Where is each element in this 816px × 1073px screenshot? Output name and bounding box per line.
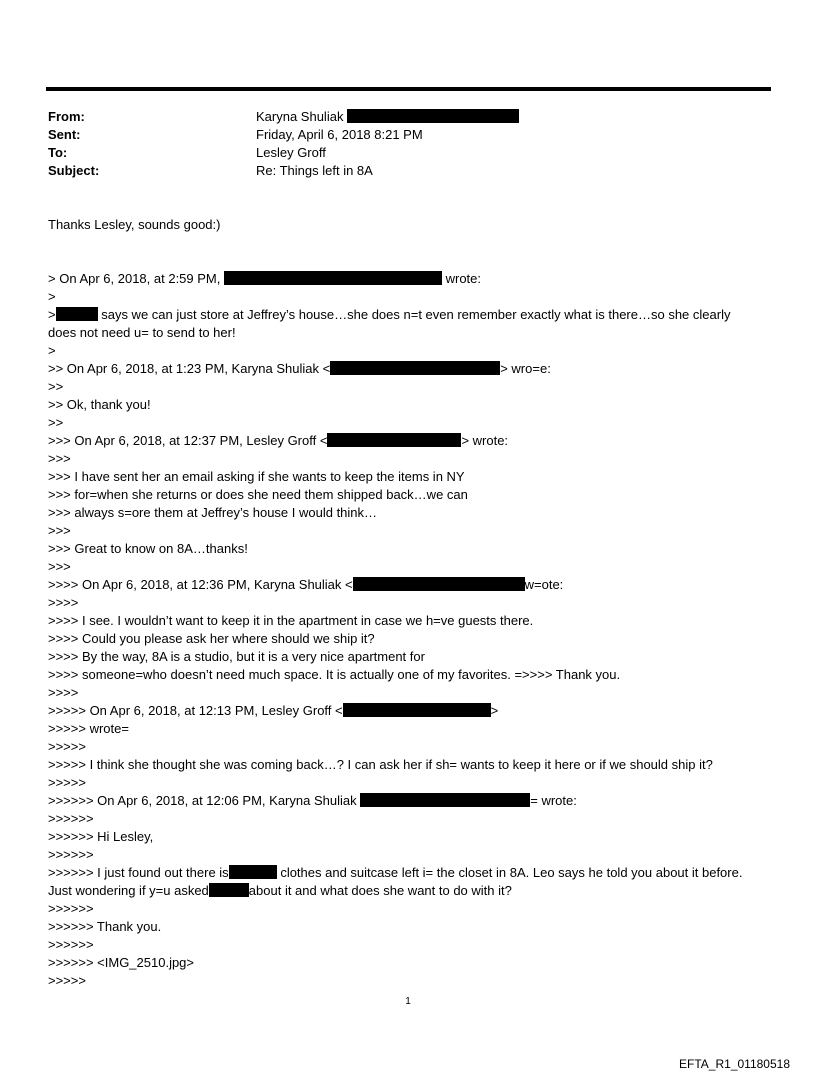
thread-line: >>> for=when she returns or does she need them shipped back…we can bbox=[48, 487, 468, 502]
thread-line: >>> bbox=[48, 451, 71, 466]
thread-line: >>> I have sent her an email asking if she wants to keep the items in NY bbox=[48, 469, 465, 484]
thread-line: >>>>>> Thank you. bbox=[48, 919, 162, 934]
redaction bbox=[347, 109, 519, 123]
thread-line: >>>>> bbox=[48, 739, 86, 754]
to-label: To: bbox=[48, 145, 68, 160]
thread-line: > says we can just store at Jeffrey’s house…she does n=t even remember exactly what is there…so she clearly bbox=[48, 307, 731, 322]
redaction bbox=[343, 703, 491, 717]
thread-line: >> On Apr 6, 2018, at 1:23 PM, Karyna Shuliak < > wro=e: bbox=[48, 361, 551, 376]
thread-line: >>>>> I think she thought she was coming back…? I can ask her if sh= wants to keep it here or if we should ship it? bbox=[48, 757, 713, 772]
subject-value: Re: Things left in 8A bbox=[256, 163, 373, 178]
thread-line: >>>>>> <IMG_2510.jpg> bbox=[48, 955, 195, 970]
thread-line: Just wondering if y=u asked about it and what does she want to do with it? bbox=[48, 883, 512, 898]
thread-line: >> Ok, thank you! bbox=[48, 397, 151, 412]
thread-line: >>>>> On Apr 6, 2018, at 12:13 PM, Lesley Groff < > bbox=[48, 703, 499, 718]
thread-line: >> bbox=[48, 415, 64, 430]
thread-line: >>>> bbox=[48, 595, 79, 610]
intro-text: Thanks Lesley, sounds good:) bbox=[48, 217, 221, 232]
thread-line: >>>>>> I just found out there is clothes and suitcase left i= the closet in 8A. Leo says he told you about it before. bbox=[48, 865, 743, 880]
redaction bbox=[209, 883, 249, 897]
sent-value: Friday, April 6, 2018 8:21 PM bbox=[256, 127, 423, 142]
thread-line: >> bbox=[48, 379, 64, 394]
thread-line: >>>>>> bbox=[48, 847, 94, 862]
redaction bbox=[327, 433, 461, 447]
redaction bbox=[360, 793, 530, 807]
thread-line: > bbox=[48, 343, 56, 358]
redaction bbox=[229, 865, 277, 879]
thread-line: >>>> someone=who doesn’t need much space. It is actually one of my favorites. =>>>> Thank you. bbox=[48, 667, 621, 682]
redaction bbox=[353, 577, 525, 591]
thread-line: >>>>>> bbox=[48, 901, 94, 916]
subject-label: Subject: bbox=[48, 163, 100, 178]
to-value: Lesley Groff bbox=[256, 145, 326, 160]
thread-line: >>>>> bbox=[48, 973, 86, 988]
thread-line: does not need u= to send to her! bbox=[48, 325, 236, 340]
document-id: EFTA_R1_01180518 bbox=[679, 1057, 790, 1071]
thread-line: > bbox=[48, 289, 56, 304]
thread-line: >>>>>> bbox=[48, 937, 94, 952]
page-number: 1 bbox=[405, 996, 411, 1007]
thread-line: >>>>>> Hi Lesley, bbox=[48, 829, 154, 844]
thread-line: >>>> Could you please ask her where should we ship it? bbox=[48, 631, 375, 646]
thread-line: >>>> bbox=[48, 685, 79, 700]
thread-line: >>>>> bbox=[48, 775, 86, 790]
from-label: From: bbox=[48, 109, 85, 124]
thread-line: >>> bbox=[48, 559, 71, 574]
sent-label: Sent: bbox=[48, 127, 81, 142]
thread-line: >>>>>> bbox=[48, 811, 94, 826]
thread-line: >>>> By the way, 8A is a studio, but it is a very nice apartment for bbox=[48, 649, 425, 664]
thread-line: >>> bbox=[48, 523, 71, 538]
thread-line: >>>> I see. I wouldn’t want to keep it in the apartment in case we h=ve guests there. bbox=[48, 613, 534, 628]
redaction bbox=[330, 361, 500, 375]
thread-line: > On Apr 6, 2018, at 2:59 PM, wrote: bbox=[48, 271, 482, 286]
thread-line: >>>>> wrote= bbox=[48, 721, 129, 736]
from-value: Karyna Shuliak bbox=[256, 108, 519, 126]
thread-line: >>>>>> On Apr 6, 2018, at 12:06 PM, Karyna Shuliak = wrote: bbox=[48, 793, 577, 808]
thread-line: >>>> On Apr 6, 2018, at 12:36 PM, Karyna Shuliak < w=ote: bbox=[48, 577, 564, 592]
thread-line: >>> Great to know on 8A…thanks! bbox=[48, 541, 248, 556]
thread-line: >>> On Apr 6, 2018, at 12:37 PM, Lesley Groff < > wrote: bbox=[48, 433, 509, 448]
email-header bbox=[48, 108, 519, 180]
quoted-thread bbox=[48, 270, 742, 990]
thread-line: >>> always s=ore them at Jeffrey’s house I would think… bbox=[48, 505, 378, 520]
redaction bbox=[56, 307, 98, 321]
redaction bbox=[224, 271, 442, 285]
header-rule bbox=[46, 87, 771, 91]
